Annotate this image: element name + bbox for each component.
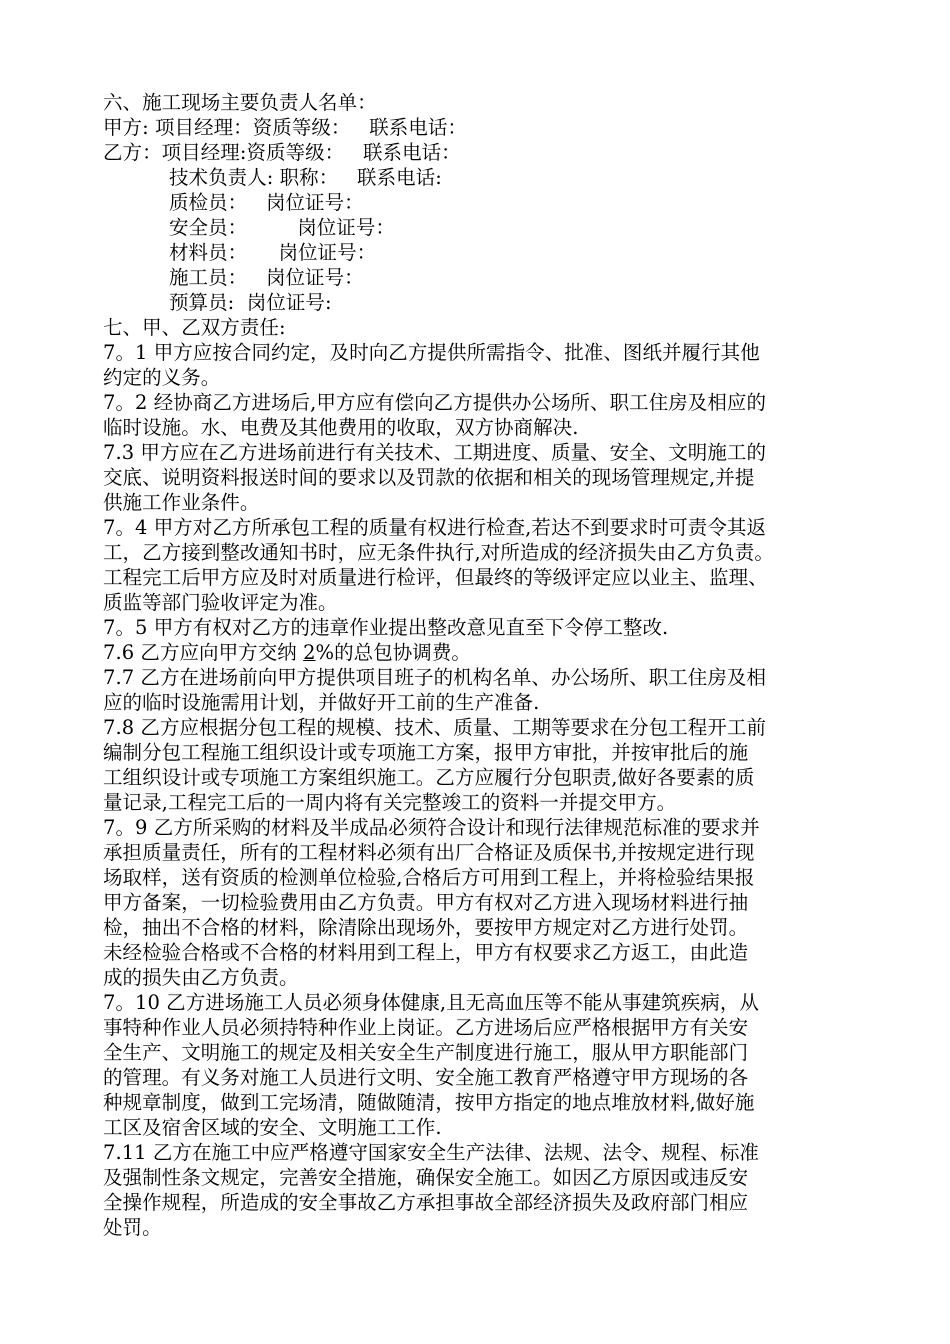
section-6-heading: 六、施工现场主要负责人名单： bbox=[103, 91, 377, 114]
body-line: 全生产、文明施工的规定及相关安全生产制度进行施工，服从甲方职能部门 bbox=[103, 1041, 749, 1064]
body-line: 应的临时设施需用计划，并做好开工前的生产准备. bbox=[103, 691, 540, 714]
body-line: 工组织设计或专项施工方案组织施工。乙方应履行分包职责,做好各要素的质 bbox=[103, 766, 755, 789]
clause-7-6-line bbox=[103, 640, 863, 665]
body-line: 场取样，送有资质的检测单位检验,合格后方可用到工程上，并将检验结果报 bbox=[103, 866, 755, 889]
construction-officer-line: 施工员： 岗位证号： bbox=[169, 266, 364, 289]
body-line: 成的损失由乙方负责。 bbox=[103, 966, 299, 989]
body-line: 7。4 甲方对乙方所承包工程的质量有权进行检查,若达不到要求时可责令其返 bbox=[103, 516, 767, 539]
body-line: 全操作规程，所造成的安全事故乙方承担事故全部经济损失及政府部门相应 bbox=[103, 1191, 749, 1214]
body-line: 7。5 甲方有权对乙方的违章作业提出整改意见直至下令停工整改. bbox=[103, 616, 669, 639]
body-line: 甲方备案，一切检验费用由乙方负责。甲方有权对乙方进入现场材料进行抽 bbox=[103, 891, 749, 914]
body-line: 供施工作业条件。 bbox=[103, 491, 260, 514]
clause-7-6-prefix: 7.6 乙方应向甲方交纳 bbox=[103, 641, 304, 664]
body-line: 编制分包工程施工组织设计或专项施工方案，报甲方审批，并按审批后的施 bbox=[103, 741, 749, 764]
body-line: 工，乙方接到整改通知书时，应无条件执行,对所造成的经济损失由乙方负责。 bbox=[103, 541, 774, 564]
body-line: 7。2 经协商乙方进场后,甲方应有偿向乙方提供办公场所、职工住房及相应的 bbox=[103, 391, 767, 414]
body-line: 量记录,工程完工后的一周内将有关完整竣工的资料一并提交甲方。 bbox=[103, 791, 677, 814]
body-line: 7.8 乙方应根据分包工程的规模、技术、质量、工期等要求在分包工程开工前 bbox=[103, 716, 767, 739]
body-line: 未经检验合格或不合格的材料用到工程上，甲方有权要求乙方返工，由此造 bbox=[103, 941, 749, 964]
body-line: 工程完工后甲方应及时对质量进行检评，但最终的等级评定应以业主、监理、 bbox=[103, 566, 768, 589]
body-line: 种规章制度，做到工完场清，随做随清，按甲方指定的地点堆放材料,做好施 bbox=[103, 1091, 755, 1114]
body-line: 临时设施。水、电费及其他费用的收取，双方协商解决. bbox=[103, 416, 579, 439]
body-line: 7。1 甲方应按合同约定，及时向乙方提供所需指令、批准、图纸并履行其他 bbox=[103, 341, 760, 364]
body-line: 7.3 甲方应在乙方进场前进行有关技术、工期进度、质量、安全、文明施工的 bbox=[103, 441, 767, 464]
body-line: 交底、说明资料报送时间的要求以及罚款的依据和相关的现场管理规定,并提 bbox=[103, 466, 755, 489]
body-line: 工区及宿舍区域的安全、文明施工工作. bbox=[103, 1116, 442, 1139]
tech-lead-line: 技术负责人: 职称： 联系电话: bbox=[169, 166, 442, 189]
fee-percentage-value: 2 bbox=[303, 641, 316, 664]
safety-officer-line: 安全员： 岗位证号： bbox=[169, 216, 395, 239]
clause-7-6-suffix: %的总包协调费。 bbox=[315, 641, 471, 664]
body-line: 约定的义务。 bbox=[103, 366, 221, 389]
budget-officer-line: 预算员: 岗位证号: bbox=[169, 291, 332, 314]
body-line: 检，抽出不合格的材料，除清除出现场外，要按甲方规定对乙方进行处罚。 bbox=[103, 916, 749, 939]
body-line: 处罚。 bbox=[103, 1216, 162, 1239]
material-officer-line: 材料员： 岗位证号： bbox=[169, 241, 377, 264]
document-page bbox=[103, 90, 863, 1240]
body-line: 7。9 乙方所采购的材料及半成品必须符合设计和现行法律规范标准的要求并 bbox=[103, 816, 760, 839]
section-7-heading: 七、甲、乙双方责任: bbox=[103, 316, 286, 339]
body-line: 7。10 乙方进场施工人员必须身体健康,且无高血压等不能从事建筑疾病，从 bbox=[103, 991, 759, 1014]
body-line: 质监等部门验收评定为准。 bbox=[103, 591, 338, 614]
body-line: 承担质量责任，所有的工程材料必须有出厂合格证及质保书,并按规定进行现 bbox=[103, 841, 755, 864]
body-line: 7.11 乙方在施工中应严格遵守国家安全生产法律、法规、法令、规程、标准 bbox=[103, 1141, 759, 1164]
quality-inspector-line: 质检员： 岗位证号： bbox=[169, 191, 364, 214]
body-line: 事特种作业人员必须持特种作业上岗证。乙方进场后应严格根据甲方有关安 bbox=[103, 1016, 749, 1039]
party-a-contact-line: 甲方: 项目经理：资质等级： 联系电话： bbox=[103, 116, 467, 139]
body-line: 及强制性条文规定，完善安全措施，确保安全施工。如因乙方原因或违反安 bbox=[103, 1166, 749, 1189]
party-b-contact-line: 乙方：项目经理:资质等级： 联系电话： bbox=[103, 141, 461, 164]
body-line: 7.7 乙方在进场前向甲方提供项目班子的机构名单、办公场所、职工住房及相 bbox=[103, 666, 767, 689]
body-line: 的管理。有义务对施工人员进行文明、安全施工教育严格遵守甲方现场的各 bbox=[103, 1066, 749, 1089]
